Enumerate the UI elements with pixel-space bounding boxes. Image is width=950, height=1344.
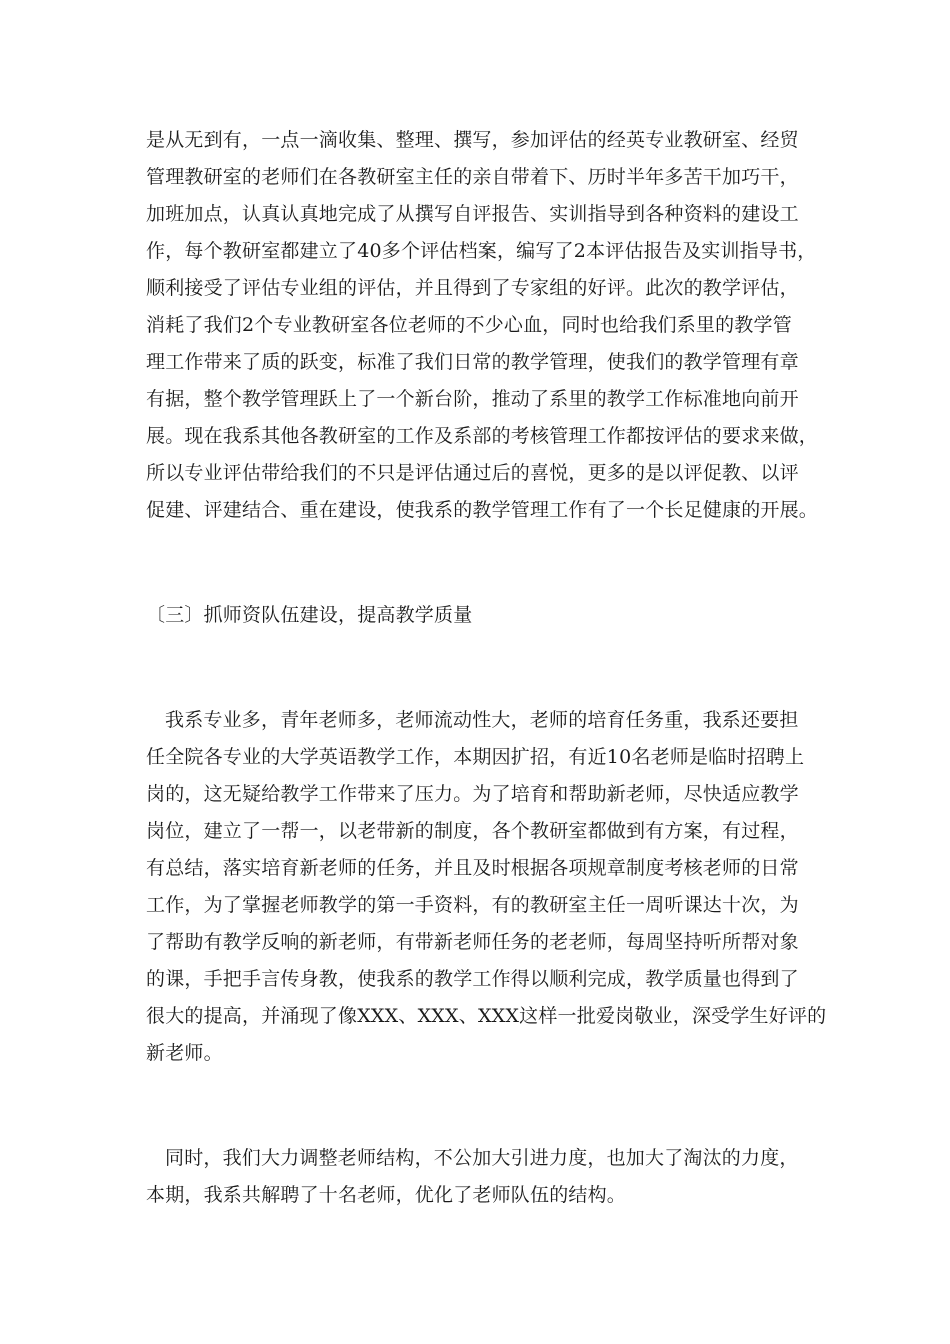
paragraph-2-line: 工作，为了掌握老师教学的第一手资料，有的教研室主任一周听课达十次，为 (146, 894, 799, 916)
paragraph-2-line: 很大的提高，并涌现了像XXX、XXX、XXX这样一批爱岗敬业，深受学生好评的 (146, 1005, 827, 1027)
paragraph-1-line: 管理教研室的老师们在各教研室主任的亲自带着下、历时半年多苦干加巧干， (146, 166, 799, 188)
paragraph-2-line: 岗位，建立了一帮一，以老带新的制度，各个教研室都做到有方案，有过程， (146, 820, 799, 842)
paragraph-1-line: 是从无到有，一点一滴收集、整理、撰写，参加评估的经英专业教研室、经贸 (146, 129, 799, 151)
section-heading: 〔三〕抓师资队伍建设，提高教学质量 (146, 604, 473, 626)
paragraph-2-line: 任全院各专业的大学英语教学工作，本期因扩招，有近10名老师是临时招聘上 (146, 746, 805, 768)
paragraph-2-line: 新老师。 (146, 1042, 223, 1064)
paragraph-1-line: 顺利接受了评估专业组的评估，并且得到了专家组的好评。此次的教学评估， (146, 277, 799, 299)
paragraph-1-line: 所以专业评估带给我们的不只是评估通过后的喜悦，更多的是以评促教、以评 (146, 462, 799, 484)
paragraph-1-line: 作，每个教研室都建立了40多个评估档案，编写了2本评估报告及实训指导书， (146, 240, 817, 262)
paragraph-1-line: 促建、评建结合、重在建设，使我系的教学管理工作有了一个长足健康的开展。 (146, 499, 819, 521)
paragraph-3-line: 同时，我们大力调整老师结构，不公加大引进力度，也加大了淘汰的力度， (165, 1147, 799, 1169)
paragraph-3-line: 本期，我系共解聘了十名老师，优化了老师队伍的结构。 (146, 1184, 627, 1206)
paragraph-1-line: 消耗了我们2个专业教研室各位老师的不少心血，同时也给我们系里的教学管 (146, 314, 792, 336)
paragraph-2-line: 了帮助有教学反响的新老师，有带新老师任务的老老师，每周坚持听所帮对象 (146, 931, 799, 953)
paragraph-1-line: 加班加点，认真认真地完成了从撰写自评报告、实训指导到各种资料的建设工 (146, 203, 799, 225)
paragraph-2-line: 岗的，这无疑给教学工作带来了压力。为了培育和帮助新老师，尽快适应教学 (146, 783, 799, 805)
paragraph-2-line: 的课，手把手言传身教，使我系的教学工作得以顺利完成，教学质量也得到了 (146, 968, 799, 990)
paragraph-1-line: 有据，整个教学管理跃上了一个新台阶，推动了系里的教学工作标准地向前开 (146, 388, 799, 410)
paragraph-1-line: 展。现在我系其他各教研室的工作及系部的考核管理工作都按评估的要求来做， (146, 425, 819, 447)
paragraph-2-line: 我系专业多，青年老师多，老师流动性大，老师的培育任务重，我系还要担 (165, 709, 799, 731)
paragraph-2-line: 有总结，落实培育新老师的任务，并且及时根据各项规章制度考核老师的日常 (146, 857, 799, 879)
paragraph-1-line: 理工作带来了质的跃变，标准了我们日常的教学管理，使我们的教学管理有章 (146, 351, 799, 373)
